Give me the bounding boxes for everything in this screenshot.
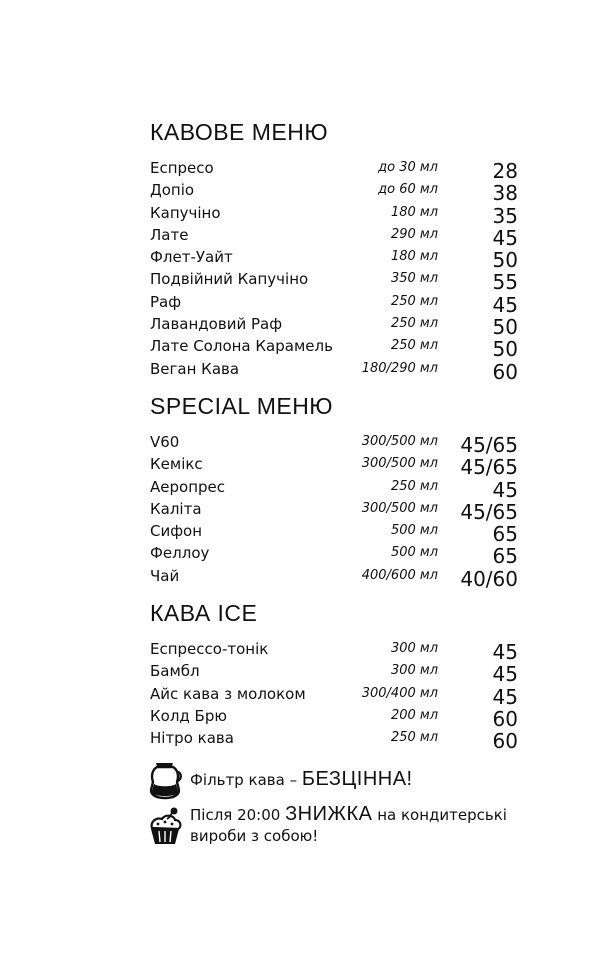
discount-note: [148, 804, 568, 847]
section-special-menu: [150, 391, 530, 591]
item-name: V60: [150, 433, 180, 451]
item-price: 60: [492, 729, 518, 754]
item-price: 28: [492, 159, 518, 183]
item-name: Бамбл: [150, 662, 200, 681]
item-name: Еспрессо-тонік: [150, 640, 269, 658]
menu-item-row: [150, 565, 530, 591]
menu-item-row: [150, 453, 530, 480]
menu-item-row: [150, 291, 530, 317]
item-price: 45: [492, 292, 518, 317]
item-name: Чай: [150, 566, 180, 585]
menu-item-row: [150, 224, 530, 250]
discount-prefix: Після 20:00: [190, 806, 286, 824]
item-price: 45: [492, 477, 518, 502]
item-price: 45: [492, 662, 518, 687]
menu-item-row: [150, 202, 530, 228]
item-name: Каліта: [150, 499, 202, 518]
item-name: Феллоу: [150, 544, 210, 563]
item-price: 50: [492, 315, 518, 340]
item-volume: 300/500 мл: [361, 500, 438, 516]
item-volume: до 30 мл: [378, 160, 438, 175]
item-volume: 180 мл: [390, 204, 438, 220]
item-price: 60: [492, 706, 518, 731]
item-price: 35: [492, 203, 518, 228]
item-volume: 180/290 мл: [361, 360, 438, 376]
item-name: Колд Брю: [150, 706, 227, 725]
item-name: Капучіно: [150, 203, 221, 222]
item-price: 65: [492, 544, 518, 569]
item-volume: 180 мл: [390, 249, 438, 265]
item-list: [150, 638, 530, 754]
menu-item-row: [150, 179, 530, 206]
item-name: Нітро кава: [150, 729, 234, 748]
item-price: 45/65: [460, 455, 518, 480]
item-price: 60: [492, 359, 518, 384]
menu-item-row: [150, 313, 530, 340]
menu-item-row: [150, 660, 530, 687]
item-price: 65: [492, 522, 518, 547]
section-title: КАВОВЕ МЕНЮ: [150, 119, 329, 145]
section-coffee-menu: [150, 117, 530, 384]
item-name: Подвійний Капучіно: [150, 270, 309, 289]
menu-item-row: [150, 476, 530, 502]
coffee-pot-icon: [148, 760, 182, 800]
item-volume: 500 мл: [390, 523, 438, 539]
item-volume: 250 мл: [390, 730, 438, 746]
item-volume: 350 мл: [390, 271, 438, 287]
item-price: 45/65: [460, 433, 518, 457]
item-price: 55: [492, 270, 518, 295]
item-price: 40/60: [460, 566, 518, 591]
item-name: Лавандовий Раф: [150, 315, 283, 334]
section-ice-coffee: [150, 598, 530, 754]
item-name: Допіо: [150, 181, 195, 200]
menu-item-row: [150, 520, 530, 547]
item-price: 50: [492, 248, 518, 273]
item-name: Аеропрес: [150, 477, 225, 496]
menu-item-row: [150, 246, 530, 273]
menu-item-row: [150, 542, 530, 569]
item-volume: 300/400 мл: [361, 685, 438, 701]
item-volume: 200 мл: [390, 707, 438, 723]
item-volume: 300/500 мл: [361, 456, 438, 472]
menu-notes: [148, 760, 568, 847]
item-volume: 400/600 мл: [361, 567, 438, 583]
item-price: 45: [492, 225, 518, 250]
menu-item-row: [150, 638, 530, 664]
item-volume: 250 мл: [390, 316, 438, 332]
discount-suffix: на кондитерські: [372, 806, 507, 824]
item-volume: 250 мл: [390, 478, 438, 494]
item-price: 45/65: [460, 499, 518, 524]
menu-item-row: [150, 358, 530, 384]
item-list: [150, 431, 530, 591]
menu-item-row: [150, 705, 530, 731]
menu-item-row: [150, 683, 530, 709]
item-name: Веган Кава: [150, 359, 240, 378]
item-price: 45: [492, 640, 518, 664]
menu-item-row: [150, 727, 530, 754]
item-volume: 250 мл: [390, 293, 438, 309]
menu-item-row: [150, 335, 530, 362]
item-name: Сифон: [150, 522, 203, 541]
item-volume: 250 мл: [390, 338, 438, 354]
menu-item-row: [150, 157, 530, 183]
cupcake-icon: [148, 806, 182, 846]
menu-item-row: [150, 498, 530, 524]
item-volume: 300/500 мл: [361, 434, 438, 449]
item-name: Кемікс: [150, 455, 203, 474]
item-name: Айс кава з молоком: [150, 684, 306, 703]
item-name: Лате Солона Карамель: [150, 337, 333, 356]
section-title: КАВА ICE: [150, 600, 258, 626]
item-volume: 290 мл: [390, 226, 438, 242]
item-list: [150, 157, 530, 384]
item-name: Флет-Уайт: [150, 248, 233, 267]
filter-coffee-note: [148, 760, 568, 800]
item-volume: 500 мл: [390, 545, 438, 561]
section-title: SPECIAL МЕНЮ: [150, 393, 334, 419]
filter-coffee-label: Фільтр кава –: [190, 771, 302, 789]
item-name: Еспресо: [150, 159, 214, 177]
item-volume: 300 мл: [390, 641, 438, 656]
item-price: 38: [492, 181, 518, 206]
menu-item-row: [150, 431, 530, 457]
filter-coffee-highlight: БЕЗЦІННА!: [301, 768, 413, 790]
item-price: 45: [492, 684, 518, 709]
discount-highlight: ЗНИЖКА: [285, 803, 373, 825]
item-volume: до 60 мл: [378, 182, 438, 198]
item-price: 50: [492, 337, 518, 362]
item-name: Лате: [150, 225, 189, 244]
menu-item-row: [150, 268, 530, 295]
item-name: Раф: [150, 292, 182, 311]
discount-line2: вироби з собою!: [190, 827, 319, 845]
item-volume: 300 мл: [390, 663, 438, 679]
